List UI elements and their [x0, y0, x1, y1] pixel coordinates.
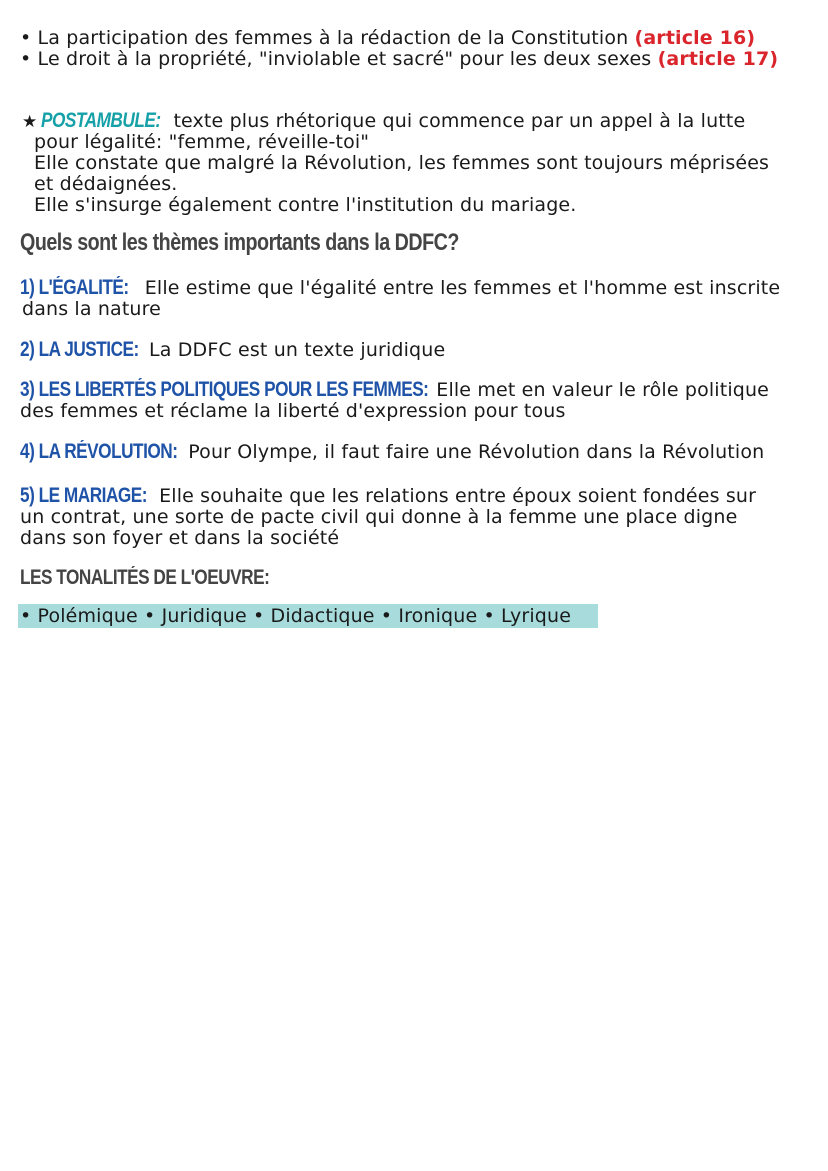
postambule-label: POSTAMBULE: — [41, 109, 161, 132]
theme-5-text-3: dans son foyer et dans la société — [20, 527, 340, 549]
theme-4 — [20, 441, 764, 463]
themes-heading: Quels sont les thèmes importants dans la DDFC? — [20, 229, 459, 256]
theme-5-text-1: Elle souhaite que les relations entre époux soient fondées sur — [159, 485, 757, 507]
theme-2 — [20, 339, 445, 361]
theme-3-text-2: des femmes et réclame la liberté d'expression pour tous — [20, 400, 566, 422]
article-16-ref: (article 16) — [634, 27, 756, 49]
theme-4-label: 4) LA RÉVOLUTION: — [20, 440, 178, 463]
postambule-line-5: Elle s'insurge également contre l'institution du mariage. — [34, 194, 577, 216]
article-17-text: • Le droit à la propriété, "inviolable et sacré" pour les deux sexes — [20, 48, 652, 70]
theme-1-text-1: Elle estime que l'égalité entre les femmes et l'homme est inscrite — [144, 277, 781, 299]
theme-3 — [20, 379, 769, 401]
postambule-line-1 — [22, 110, 745, 133]
theme-1-text-2: dans la nature — [22, 298, 162, 320]
article-17-item — [20, 48, 778, 70]
theme-3-text-1: Elle met en valeur le rôle politique — [436, 379, 769, 401]
theme-1 — [20, 277, 780, 299]
tonalities-heading: LES TONALITÉS DE L'OEUVRE: — [20, 566, 270, 589]
theme-2-label: 2) LA JUSTICE: — [20, 338, 139, 361]
star-icon: ★ — [22, 112, 38, 132]
article-16-item — [20, 27, 755, 49]
tonalities-list: • Polémique • Juridique • Didactique • Ironique • Lyrique — [20, 605, 572, 627]
tonalities-heading-line — [20, 567, 324, 589]
theme-5 — [20, 485, 756, 507]
theme-5-label: 5) LE MARIAGE: — [20, 484, 148, 507]
theme-4-text-1: Pour Olympe, il faut faire une Révolution dans la Révolution — [188, 441, 765, 463]
postambule-text-1: texte plus rhétorique qui commence par un appel à la lutte — [173, 110, 746, 132]
theme-5-text-2: un contrat, une sorte de pacte civil qui donne à la femme une place digne — [20, 506, 738, 528]
article-17-ref: (article 17) — [657, 48, 779, 70]
postambule-line-4: et dédaignées. — [34, 173, 178, 195]
theme-2-text-1: La DDFC est un texte juridique — [149, 339, 446, 361]
article-16-text: • La participation des femmes à la rédaction de la Constitution — [20, 27, 629, 49]
theme-3-label: 3) LES LIBERTÉS POLITIQUES POUR LES FEMMES: — [20, 378, 429, 401]
postambule-line-2: pour légalité: "femme, réveille-toi" — [34, 131, 370, 153]
theme-1-label: 1) L'ÉGALITÉ: — [20, 276, 129, 299]
postambule-line-3: Elle constate que malgré la Révolution, les femmes sont toujours méprisées — [34, 152, 770, 174]
themes-heading-line — [20, 229, 555, 256]
